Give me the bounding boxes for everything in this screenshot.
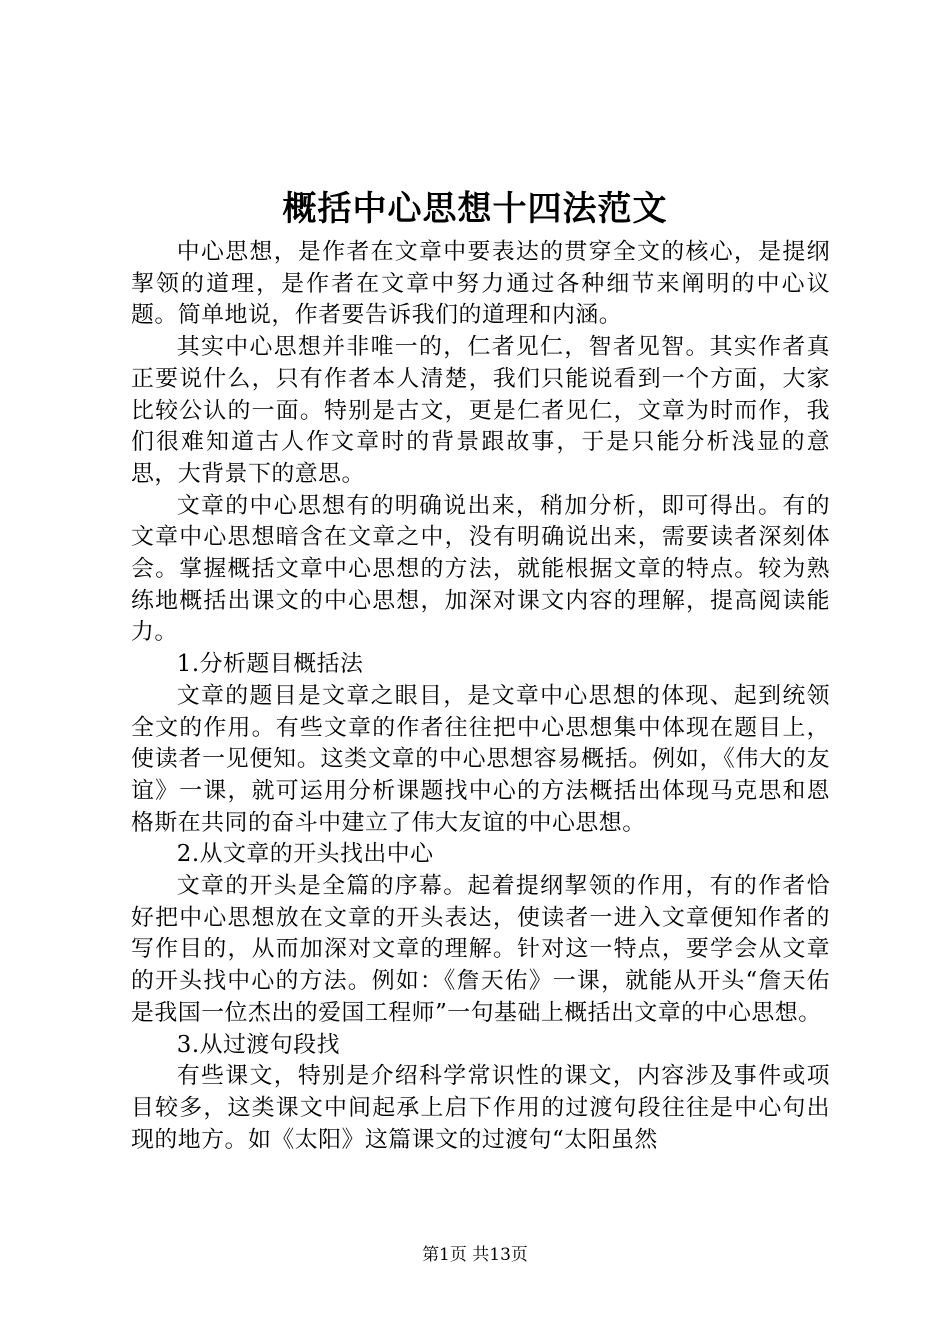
paragraph: 有些课文，特别是介绍科学常识性的课文，内容涉及事件或项目较多，这类课文中间起承上启下作用的过渡句段往往是中心句出现的地方。如《太阳》这篇课文的过渡句“太阳虽然 <box>131 1063 830 1153</box>
page-footer: 第1页 共13页 <box>422 1245 528 1265</box>
section-heading: 3.从过渡句段找 <box>176 1031 340 1058</box>
document-body <box>131 237 830 1156</box>
document-title: 概括中心思想十四法范文 <box>282 189 668 229</box>
paragraph: 其实中心思想并非唯一的，仁者见仁，智者见智。其实作者真正要说什么，只有作者本人清楚，我们只能说看到一个方面，大家比较公认的一面。特别是古文，更是仁者见仁，文章为时而作，我们很难知道古人作文章时的背景跟故事，于是只能分析浅显的意思，大背景下的意思。 <box>131 334 830 487</box>
section-heading: 1.分析题目概括法 <box>176 651 364 678</box>
paragraph: 文章的中心思想有的明确说出来，稍加分析，即可得出。有的文章中心思想暗含在文章之中，没有明确说出来，需要读者深刻体会。掌握概括文章中心思想的方法，就能根据文章的特点。较为熟练地概括出课文的中心思想，加深对课文内容的理解，提高阅读能力。 <box>131 492 830 646</box>
paragraph: 中心思想，是作者在文章中要表达的贯穿全文的核心，是提纲挈领的道理，是作者在文章中努力通过各种细节来阐明的中心议题。简单地说，作者要告诉我们的道理和内涵。 <box>131 239 830 329</box>
paragraph: 文章的开头是全篇的序幕。起着提纲挈领的作用，有的作者恰好把中心思想放在文章的开头表达，使读者一进入文章便知作者的写作目的，从而加深对文章的理解。针对这一特点，要学会从文章的开头找中心的方法。例如：《詹天佑》一课，就能从开头“詹天佑是我国一位杰出的爱国工程师”一句基础上概括出文章的中心思想。 <box>131 873 830 1026</box>
paragraph: 文章的题目是文章之眼目，是文章中心思想的体现、起到统领全文的作用。有些文章的作者往往把中心思想集中体现在题目上，使读者一见便知。这类文章的中心思想容易概括。例如，《伟大的友谊》一课，就可运用分析课题找中心的方法概括出体现马克思和恩格斯在共同的奋斗中建立了伟大友谊的中心思想。 <box>131 682 830 836</box>
section-heading: 2.从文章的开头找出中心 <box>176 841 434 868</box>
